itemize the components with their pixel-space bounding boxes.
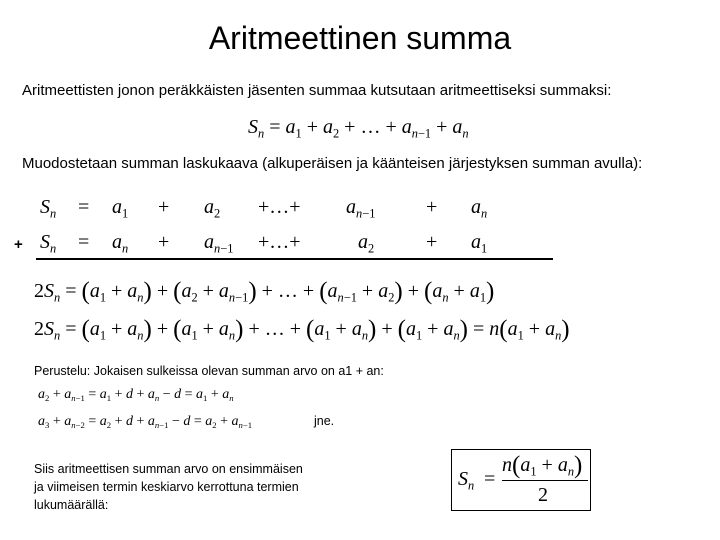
summed-pairs-formula: $2S_n = (a_1 + a_n) + (a_2 + a_{n-1})$ + … + $(a_{n-1} + a_2) + (a_n + a_1)$ (34, 278, 495, 305)
intro-text: Aritmeettisten jonon peräkkäisten jäsenten summaa kutsutaan aritmeettiseksi summaksi: (22, 82, 612, 99)
sum-divider-line (36, 258, 553, 260)
result-lhs: $S_n$ (458, 468, 475, 493)
justification-formula-1: $a_2 + a_{n-1} = a_1 + d + a_n - d = a_1 + a_n$ (38, 387, 234, 404)
fraction-bar (502, 480, 588, 481)
conclusion-line: lukumäärällä: (34, 498, 109, 512)
addition-sign: + (14, 236, 23, 253)
result-denominator: 2 (538, 484, 548, 506)
simplified-pairs-formula: $2S_n = (a_1 + a_n) + (a_1 + a_n)$ + … + $(a_1 + a_n) + (a_1 + a_n) = n(a_1 + a_n)$ (34, 316, 570, 343)
justification-text: Perustelu: Jokaisen sulkeissa olevan summan arvo on a1 + an: (34, 364, 384, 378)
result-numerator: $n(a_1 + a_n)$ (502, 452, 583, 479)
conclusion-line: ja viimeisen termin keskiarvo kerrottuna termien (34, 480, 299, 494)
justification-formula-2: $a_3 + a_{n-2} = a_2 + d + a_{n-1} - d = a_2 + a_{n-1}$ (38, 414, 253, 431)
etc-text: jne. (314, 414, 335, 428)
derivation-text: Muodostetaan summan laskukaava (alkuperäisen ja käänteisen järjestyksen summan avulla): (22, 155, 643, 172)
definition-formula: $S_n = a_1 + a_2$ + … + $a_{n-1} + a_n$ (248, 116, 469, 141)
conclusion-line: Siis aritmeettisen summan arvo on ensimmäisen (34, 462, 303, 476)
result-equals: = (484, 468, 496, 490)
result-formula-box (451, 449, 591, 511)
conclusion-text (34, 460, 303, 514)
page-title: Aritmeettinen summa (208, 20, 512, 56)
